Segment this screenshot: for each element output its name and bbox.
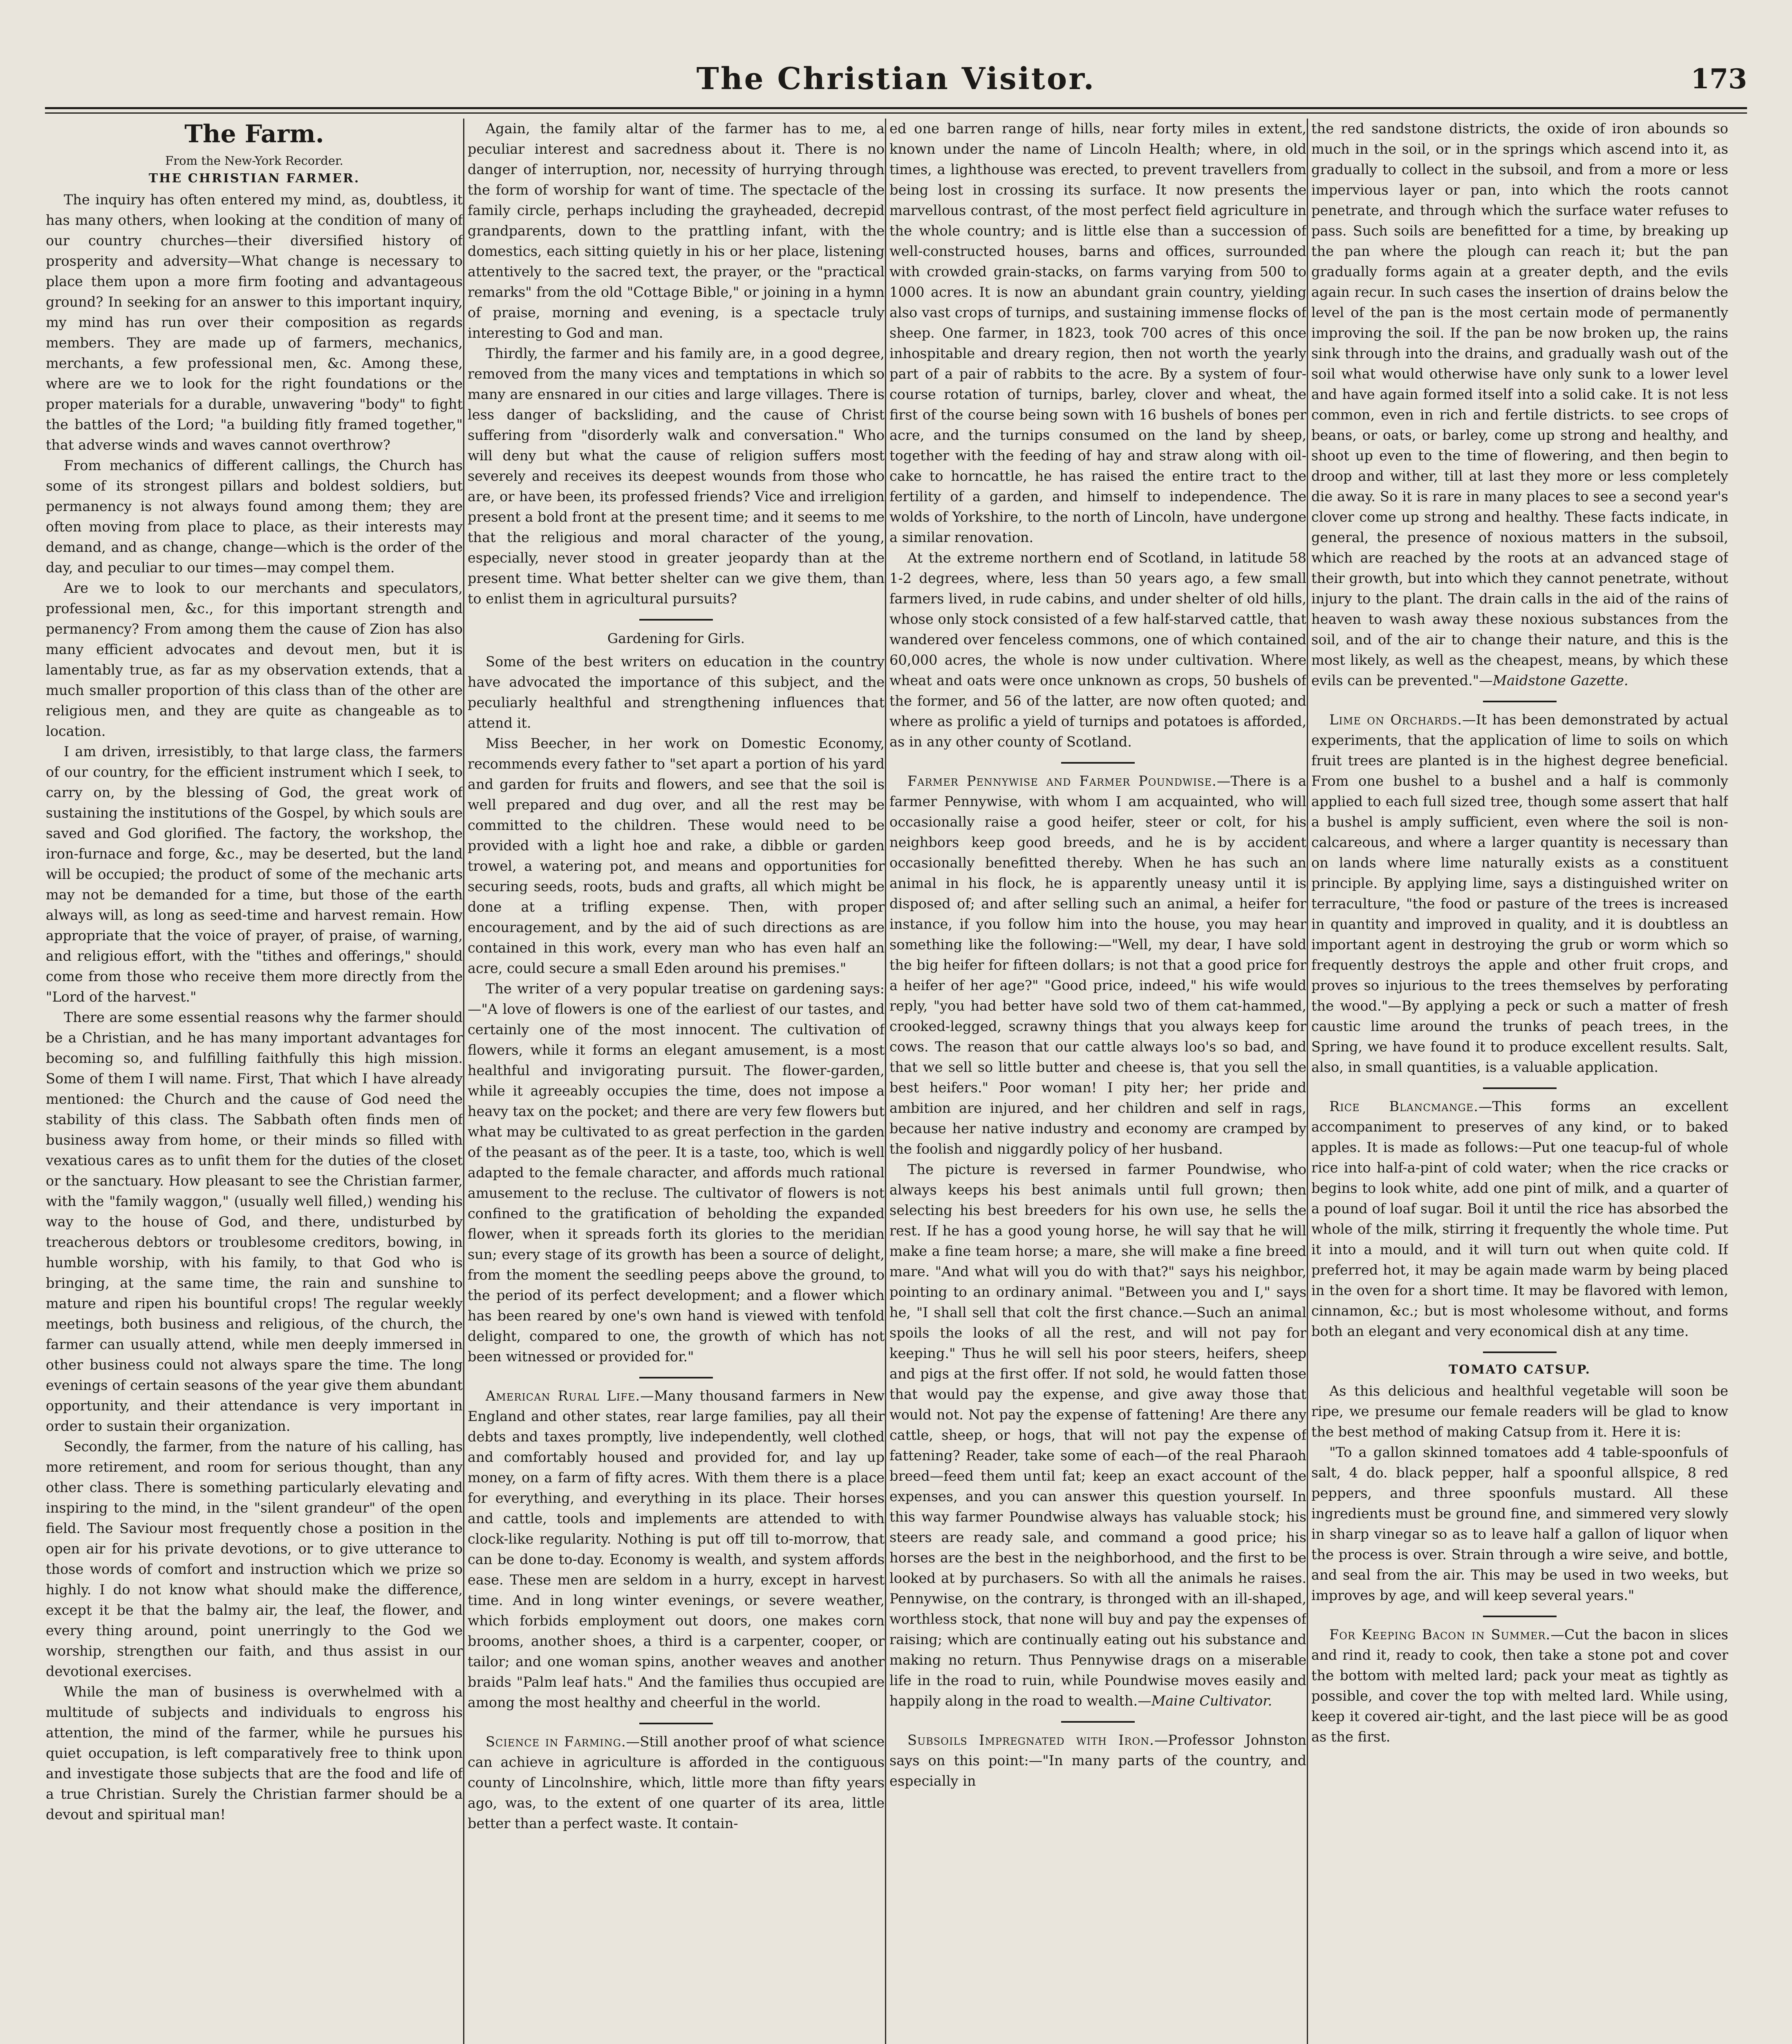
inline-heading: Lime on Orchards. bbox=[1329, 712, 1463, 728]
divider-rule bbox=[639, 1723, 713, 1724]
paragraph: I am driven, irresistibly, to that large class, the farmers of our country, for the efficient instrument which I seek, to carry on, by the blessing of God, the great work of sustaining the institutions of the Gospel, by which souls are saved and God glorified. The factory, the workshop, the iron-furnace and forge, &c., may be deserted, but the land will be occupied; the product of some of the mechanic arts may not be demanded for a time, but those of the earth always will, as long as seed-time and harvest remain. How appropriate that the voice of prayer, of praise, of warning, and religious effort, with the "tithes and offerings," should come from those who receive them more directly from the "Lord of the harvest." bbox=[46, 744, 463, 1005]
paragraph-body: the red sandstone districts, the oxide of iron abounds so much in the soil, or in the springs which ascend into it, as gradually to collect in the subsoil, and from a more or less impervious layer or pan, into which the roots cannot penetrate, and through which the surface water refuses to pass. Such soils are benefitted for a time, by breaking up the pan where the plough can reach it; but the pan gradually forms again at a greater depth, and the evils again recur. In such cases the insertion of drains below the level of the pan is the most certain mode of permanently improving the soil. If the pan be now broken up, the rains sink through into the drains, and gradually wash out of the soil what would otherwise have only sunk to a lower level and have again formed itself into a solid cake. It is not less common, even in rich and fertile districts. to see crops of beans, or oats, or barley, come up strong and healthy, and shoot up even to the time of flowering, and then begin to droop and wither, till at last they more or less completely die away. So it is rare in many places to see a second year's clover come up strong and healthy. These facts indicate, in general, the presence of noxious matters in the subsoil, which are reached by the roots at an advanced stage of their growth, but into which they cannot penetrate, without injury to the plant. The drain calls in the aid of the rains of heaven to wash away these noxious substances from the soil, and of the air to change their nature, and this is the most likely, as well as the cheapest, means, by which these evils can be prevented."— bbox=[1311, 121, 1728, 688]
article-title: THE CHRISTIAN FARMER. bbox=[148, 171, 360, 186]
paragraph bbox=[889, 1730, 1306, 1791]
column-divider bbox=[463, 119, 464, 2044]
paragraph bbox=[468, 1732, 885, 1834]
paragraph-body: —It has been demonstrated by actual experiments, that the application of lime to soils on which fruit trees are planted is in the highest degree beneficial. From one bushel to a bushel and a half is commonly applied to each full sized tree, though some assert that half a bushel is amply sufficient, even where the soil is non-calcareous, and where a larger quantity is necessary than on lands where lime naturally exists as a constituent principle. By applying lime, says a distinguished writer on terraculture, "the food or pasture of the trees is increased in quantity and improved in quality, and it is doubtless an important agent in destroying the grub or worm which so frequently destroys the apple and other fruit crops, and proves so injurious to the trees themselves by perforating the wood."—By applying a peck or such a matter of fresh caustic lime around the trunks of peach trees, in the Spring, we have found it to produce excellent results. Salt, also, in small quantities, is a valuable application. bbox=[1311, 712, 1728, 1075]
paragraph-body: —Professor Johnston says on this point:—"In many parts of the country, and especially in bbox=[889, 1732, 1306, 1789]
paragraph bbox=[1311, 710, 1728, 1078]
divider-rule bbox=[1483, 1087, 1557, 1089]
paragraph bbox=[1311, 1096, 1728, 1342]
paragraph: Secondly, the farmer, from the nature of his calling, has more retirement, and room for serious thought, than any other class. There is something particularly elevating and inspiring to the mind, in the "silent grandeur" of the open field. The Saviour most frequently chose a position in the open air for his private devotions, or to give utterance to those words of comfort and instruction which we prize so highly. I do not know what should make the difference, except it be that the balmy air, the leaf, the flower, and every thing around, point unerringly to the God we worship, strengthen our faith, and thus assist in our devotional exercises. bbox=[46, 1439, 463, 1679]
divider-rule bbox=[1483, 1616, 1557, 1617]
paragraph: While the man of business is overwhelmed with a multitude of subjects and individuals to engross his attention, the mind of the farmer, while he pursues his quiet occupation, is left comparatively free to think upon and investigate those subjects that are the food and life of a true Christian. Surely the Christian farmer should be a devout and spiritual man! bbox=[46, 1684, 463, 1822]
divider-rule bbox=[1483, 701, 1557, 702]
divider-rule bbox=[1061, 762, 1135, 764]
paragraph: Thirdly, the farmer and his family are, in a good degree, removed from the many vices and temptations in which so many are ensnared in our cities and large villages. There is less danger of backsliding, and the cause of Christ suffering from "disorderly walk and conversation." Who will deny but what the cause of religion suffers most severely and receives its deepest wounds from those who are, or have been, its professed friends? Vice and irreligion present a bold front at the present time; and it seems to me that the religious and moral character of the young, especially, never stood in greater jeopardy than at the present time. What better shelter can we give them, than to enlist them in agricultural pursuits? bbox=[468, 345, 885, 607]
article-source: Maine Cultivator. bbox=[1151, 1693, 1272, 1709]
paragraph bbox=[889, 1159, 1306, 1711]
newspaper-title: The Christian Visitor. bbox=[696, 61, 1096, 96]
inline-heading: Rice Blancmange. bbox=[1329, 1098, 1478, 1114]
paragraph bbox=[1311, 1625, 1728, 1747]
paragraph bbox=[1311, 119, 1728, 691]
paragraph-body: —Many thousand farmers in New England and other states, rear large families, pay all their debts and taxes promptly, live independently, well clothed and comfortably housed and provided for, and lay up money, on a farm of fifty acres. With them there is a place for everything, and everything in its place. Their horses and cattle, tools and implements are attended to with clock-like regularity. Nothing is put off till to-morrow, that can be done to-day. Economy is wealth, and system affords ease. These men are seldom in a hurry, except in harvest time. And in long winter evenings, or severe weather, which forbids employment out doors, one makes corn brooms, another shoes, a third is a carpenter, cooper, or tailor; and one woman spins, another weaves and another braids "Palm leaf hats." And the families thus occupied are among the most healthy and cheerful in the world. bbox=[468, 1388, 885, 1710]
column-1 bbox=[46, 119, 463, 2044]
article-title: TOMATO CATSUP. bbox=[1449, 1363, 1591, 1377]
divider-rule bbox=[639, 1377, 713, 1378]
column-divider bbox=[885, 119, 886, 2044]
divider-rule bbox=[1483, 1351, 1557, 1353]
column-2 bbox=[468, 119, 885, 2044]
paragraph: The writer of a very popular treatise on gardening says:—"A love of flowers is one of the earliest of our tastes, and certainly one of the most innocent. The cultivation of flowers, while it forms an elegant amusement, is a most healthful and invigorating pursuit. The flower-garden, while it agreeably occupies the time, does not impose a heavy tax on the pocket; and there are very few flowers but what may be cultivated to as great perfection in the garden of the peasant as of the peer. It is a taste, too, which is well adapted to the female character, and affords much rational amusement to the recluse. The cultivator of flowers is not confined to the gratification of beholding the expanded flower, when it spreads forth its glories to the meridian sun; every stage of its growth has been a source of delight, from the moment the seedling peeps above the ground, to the period of its perfect development; and a flower which has been reared by one's own hand is viewed with tenfold delight, compared to one, the growth of which has not been witnessed or provided for." bbox=[468, 981, 885, 1365]
paragraph: There are some essential reasons why the farmer should be a Christian, and he has many important advantages for becoming so, and fulfilling faithfully this high mission. Some of them I will name. First, That which I have already mentioned: the Church and the cause of God need the stability of this class. The Sabbath often finds men of business away from home, or their minds so filled with vexatious cares as to unfit them for the duties of the closet or the sanctuary. How pleasant to see the Christian farmer, with the "family waggon," (usually well filled,) wending his way to the house of God, and there, undisturbed by treacherous debtors or troublesome creditors, bowing, in humble worship, with his family, to that God who is bringing, at the same time, the rain and sunshine to mature and ripen his bountiful crops! The regular weekly meetings, both business and religious, of the church, the farmer can usually attend, while men deeply immersed in other business could not always spare the time. The long evenings of certain seasons of the year give them abundant opportunity, and their attendance is very important in order to sustain their organization. bbox=[46, 1009, 463, 1434]
inline-heading: American Rural Life. bbox=[486, 1388, 641, 1404]
column-4 bbox=[1311, 119, 1728, 2044]
paragraph-body: —This forms an excellent accompaniment to preserves of any kind, or to baked apples. It is made as follows:—Put one teacup-ful of whole rice into half-a-pint of cold water; when the rice cracks or begins to look white, add one pint of milk, and a quarter of a pound of loaf sugar. Boil it until the rice has absorbed the whole of the milk, stirring it frequently the whole time. Put it into a mould, and it will turn out when quite cold. If preferred hot, it may be again made warm by being placed in the oven for a short time. It may be flavored with lemon, cinnamon, &c.; but is most wholesome without, and forms both an elegant and very economical dish at any time. bbox=[1311, 1098, 1728, 1339]
section-title: The Farm. bbox=[184, 120, 324, 148]
paragraph bbox=[468, 1386, 885, 1713]
page-number: 173 bbox=[1691, 63, 1747, 95]
inline-heading: Farmer Pennywise and Farmer Poundwise. bbox=[907, 773, 1217, 789]
paragraph: "To a gallon skinned tomatoes add 4 table-spoonfuls of salt, 4 do. black pepper, half a spoonful allspice, 8 red peppers, and three spoonfuls mustard. All these ingredients must be ground fine, and simmered very slowly in sharp vinegar so as to leave half a gallon of liquor when the process is over. Strain through a wire seive, and bottle, and seal from the air. This may be used in two weeks, but improves by age, and will keep several years." bbox=[1311, 1444, 1728, 1603]
paragraph: ed one barren range of hills, near forty miles in extent, known under the name of Lincoln Health; where, in old times, a lighthouse was erected, to prevent travellers from being lost in crossing its surface. It now presents the marvellous contrast, of the most perfect field agriculture in the whole country; and is little else than a succession of well-constructed houses, barns and offices, surrounded with crowded grain-stacks, on farms varying from 500 to 1000 acres. It is now an abundant grain country, yielding also vast crops of turnips, and sustaining immense flocks of sheep. One farmer, in 1823, took 700 acres of this once inhospitable and dreary region, then not worth the yearly part of a pair of rabbits to the acre. By a system of four-course rotation of turnips, barley, clover and wheat, the first of the course being sown with 16 bushels of bones per acre, and the turnips consumed on the land by sheep, together with the feeding of hay and straw along with oil-cake to horncattle, he has raised the entire tract to the fertility of a garden, and himself to independence. The wolds of Yorkshire, to the north of Lincoln, have undergone a similar renovation. bbox=[889, 121, 1306, 545]
paragraph: Again, the family altar of the farmer has to me, a peculiar interest and sacredness about it. There is no danger of interruption, nor, necessity of hurrying through the form of worship for want of time. The spectacle of the family circle, perhaps including the grayheaded, decrepid grandparents, down to the prattling infant, with the domestics, each sitting quietly in his or her place, listening attentively to the sacred text, the prayer, or the "practical remarks" from the old "Cottage Bible," or joining in a hymn of praise, morning and evening, is a spectacle truly interesting to God and man. bbox=[468, 121, 885, 341]
paragraph: At the extreme northern end of Scotland, in latitude 58 1-2 degrees, where, less than 50 years ago, a few small farmers lived, in rude cabins, and under shelter of old hills, whose only stock consisted of a few half-starved cattle, that wandered over fenceless commons, one of which contained 60,000 acres, the whole is now under cultivation. Where wheat and oats were once unknown as crops, 50 bushels of the former, and 56 of the latter, are now often quoted; and where as prolific a yield of turnips and potatoes is afforded, as in any other county of Scotland. bbox=[889, 550, 1306, 750]
article-source: From the New-York Recorder. bbox=[165, 154, 343, 168]
article-title: Gardening for Girls. bbox=[607, 630, 745, 646]
inline-heading: For Keeping Bacon in Summer. bbox=[1329, 1627, 1551, 1643]
paragraph: The inquiry has often entered my mind, as, doubtless, it has many others, when looking at the condition of many of our country churches—their diversified history of prosperity and adversity—What change is necessary to place them upon a more firm footing and advantageous ground? In seeking for an answer to this important inquiry, my mind has run over their composition as regards members. They are made up of farmers, mechanics, merchants, a few professional men, &c. Among these, where are we to look for the right foundations or the proper materials for a durable, unwavering "body" to fight the battles of the Lord; "a building fitly framed together," that adverse winds and waves cannot overthrow? bbox=[46, 192, 463, 453]
paragraph: Miss Beecher, in her work on Domestic Economy, recommends every father to "set apart a portion of his yard and garden for fruits and flowers, and see that the soil is well prepared and dug over, and all the rest may be committed to the children. These would need to be provided with a light hoe and rake, a dibble or garden trowel, a watering pot, and means and opportunities for securing seeds, roots, buds and grafts, all which might be done at a trifling expense. Then, with proper encouragement, and by the aid of such directions as are contained in this work, every man who has even half an acre, could secure a small Eden around his premises." bbox=[468, 735, 885, 976]
paragraph bbox=[889, 771, 1306, 1159]
masthead bbox=[45, 61, 1747, 110]
article-source: Maidstone Gazette. bbox=[1492, 672, 1628, 688]
paragraph-body: The picture is reversed in farmer Poundwise, who always keeps his best animals until full grown; then selecting his best breeders for his own use, he sells the rest. If he has a good young horse, he will say that he will make a fine team horse; a mare, she will make a fine breed mare. "And what will you do with that?" says his neighbor, pointing to an ordinary animal. "Between you and I," says he, "I shall sell that colt the first chance.—Such an animal spoils the looks of all the rest, and will not pay for keeping." Thus he will sell his poor steers, heifers, sheep and pigs at the first offer. If not sold, he would fatten those that would pay the expense, and give away those that would not. Not pay the expense of fattening! Are there any cattle, sheep, or hogs, that will not pay the expense of fattening? Reader, take some of each—of the real Pharaoh breed—feed them until fat; keep an exact account of the expenses, and you can answer this question yourself. In this way farmer Poundwise always has valuable stock; his steers are ready sale, and command a good price; his horses are the best in the neighborhood, and the first to be looked at by purchasers. So with all the animals he raises. Pennywise, on the contrary, is thronged with an ill-shaped, worthless stock, that none will buy and pay the expenses of raising; which are continually eating out his substance and making no return. Thus Pennywise drags on a miserable life in the road to ruin, while Poundwise moves easily and happily along in the road to wealth.— bbox=[889, 1161, 1306, 1709]
header-rule bbox=[45, 107, 1747, 114]
paragraph: From mechanics of different callings, the Church has some of its strongest pillars and boldest soldiers, but permanency is not always found among them; they are often moving from place to place, as their interests may demand, and as change, change—which is the order of the day, and peculiar to our times—may compel them. bbox=[46, 457, 463, 576]
inline-heading: Subsoils Impregnated with Iron. bbox=[907, 1732, 1154, 1748]
paragraph: As this delicious and healthful vegetable will soon be ripe, we presume our female readers will be glad to know the best method of making Catsup from it. Here it is: bbox=[1311, 1383, 1728, 1440]
divider-rule bbox=[639, 619, 713, 621]
column-3 bbox=[889, 119, 1306, 2044]
paragraph: Are we to look to our merchants and speculators, professional men, &c., for this important strength and permanency? From among them the cause of Zion has also many efficient advocates and devout men, but it is lamentably true, as far as my observation extends, that a much smaller proportion of this class than of the other are religious men, and they are quite as changeable as to location. bbox=[46, 580, 463, 739]
column-divider bbox=[1307, 119, 1308, 2044]
divider-rule bbox=[1061, 1721, 1135, 1723]
paragraph-body: —Cut the bacon in slices and rind it, ready to cook, then take a stone pot and cover the bottom with melted lard; pack your meat as tightly as possible, and cover the top with melted lard. While using, keep it covered air-tight, and the last piece will be as good as the first. bbox=[1311, 1627, 1728, 1745]
paragraph: Some of the best writers on education in the country have advocated the importance of this subject, and the peculiarly healthful and strengthening influences that attend it. bbox=[468, 654, 885, 731]
paragraph-body: —Still another proof of what science can achieve in agriculture is afforded in the contiguous county of Lincolnshire, which, little more than fifty years ago, was, to the extent of one quarter of its area, little better than a perfect waste. It contain- bbox=[468, 1734, 885, 1831]
inline-heading: Science in Farming. bbox=[486, 1734, 626, 1750]
paragraph-body: —There is a farmer Pennywise, with whom I am acquainted, who will occasionally raise a good heifer, steer or colt, for his neighbors keep good breeds, and he is by accident occasionally benefitted thereby. When he has such an animal in his flock, he is apparently uneasy until it is disposed of; and after selling such an animal, a heifer for instance, if you follow him into the house, you may hear something like the following:—"Well, my dear, I have sold the big heifer for fifteen dollars; is not that a good price for a heifer of her age?" "Good price, indeed," his wife would reply, "you had better have sold two of them cat-hammed, crooked-legged, scrawny things that you always keep for cows. The reason that our cattle always loo's so bad, and that we sell so little butter and cheese is, that you sell the best heifers." Poor woman! I pity her; her pride and ambition are injured, and her children and self in rags, because her native industry and economy are cramped by the foolish and niggardly policy of her husband. bbox=[889, 773, 1306, 1157]
